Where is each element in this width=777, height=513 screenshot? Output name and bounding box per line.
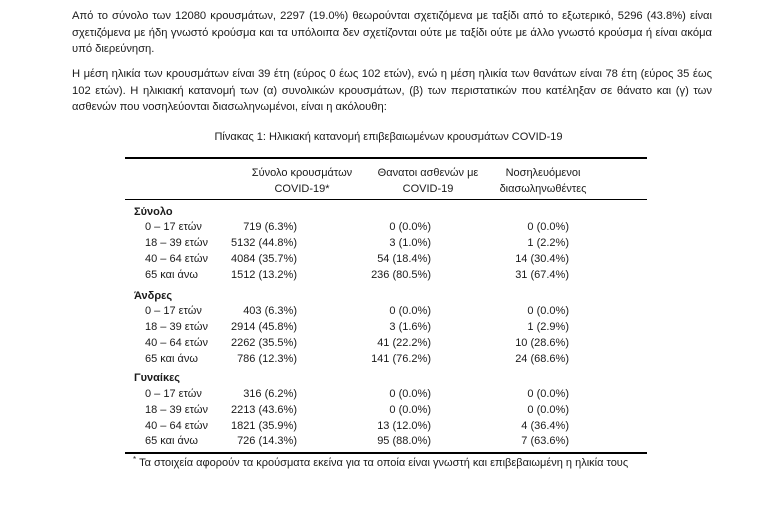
icu-cell: 4 (36.4%) bbox=[521, 420, 569, 432]
deaths-cell: 236 (80.5%) bbox=[371, 269, 431, 281]
deaths-cell: 0 (0.0%) bbox=[389, 388, 431, 400]
age-label: 65 και άνω bbox=[145, 353, 198, 365]
deaths-cell: 41 (22.2%) bbox=[377, 337, 431, 349]
cases-cell: 2213 (43.6%) bbox=[230, 404, 297, 416]
header-icu-line1: Νοσηλευόμενοι bbox=[505, 167, 581, 179]
header-cases-line2: COVID-19* bbox=[274, 183, 330, 195]
table-row bbox=[125, 269, 647, 285]
icu-cell: 10 (28.6%) bbox=[515, 337, 569, 349]
icu-cell: 24 (68.6%) bbox=[515, 353, 569, 365]
table-row bbox=[125, 221, 647, 237]
icu-cell: 14 (30.4%) bbox=[515, 253, 569, 265]
footnote-text: Τα στοιχεία αφορούν τα κρούσματα εκείνα για τα οποία είναι γνωστή και επιβεβαιωμένη η ηλικία τους bbox=[139, 457, 629, 469]
table-caption: Πίνακας 1: Ηλικιακή κατανομή επιβεβαιωμένων κρουσμάτων COVID-19 bbox=[214, 131, 563, 143]
group-heading-total: Σύνολο bbox=[134, 206, 173, 218]
age-label: 0 – 17 ετών bbox=[145, 388, 202, 400]
deaths-cell: 3 (1.6%) bbox=[389, 321, 431, 333]
icu-cell: 7 (63.6%) bbox=[521, 435, 569, 447]
table-row bbox=[125, 420, 647, 436]
paragraph-age: Η μέση ηλικία των κρουσμάτων είναι 39 έτη (εύρος 0 έως 102 ετών), ενώ η μέση ηλικία των θανάτων είναι 78 έτη (εύρος 35 έως 102 ετών). Η ηλικιακή κατανομή των (α) συνολικών κρουσμάτων, (β) των περιστατικών που κατέληξαν σε θάνατο και (γ) των ασθενών που νοσηλεύονται διασωληνωμένοι, είναι η ακόλουθη: bbox=[72, 68, 712, 113]
group-heading-women: Γυναίκες bbox=[134, 372, 181, 384]
cases-cell: 316 (6.2%) bbox=[243, 388, 297, 400]
cases-cell: 726 (14.3%) bbox=[237, 435, 297, 447]
cases-cell: 2262 (35.5%) bbox=[230, 337, 297, 349]
table-row bbox=[125, 435, 647, 451]
table-row bbox=[125, 321, 647, 337]
age-label: 18 – 39 ετών bbox=[145, 237, 208, 249]
icu-cell: 0 (0.0%) bbox=[527, 388, 569, 400]
age-label: 65 και άνω bbox=[145, 269, 198, 281]
deaths-cell: 95 (88.0%) bbox=[377, 435, 431, 447]
table-row bbox=[125, 388, 647, 404]
age-label: 40 – 64 ετών bbox=[145, 337, 208, 349]
icu-cell: 31 (67.4%) bbox=[515, 269, 569, 281]
table-row bbox=[125, 305, 647, 321]
deaths-cell: 54 (18.4%) bbox=[377, 253, 431, 265]
age-label: 65 και άνω bbox=[145, 435, 198, 447]
age-label: 40 – 64 ετών bbox=[145, 253, 208, 265]
deaths-cell: 0 (0.0%) bbox=[389, 305, 431, 317]
cases-cell: 2914 (45.8%) bbox=[230, 321, 297, 333]
age-label: 0 – 17 ετών bbox=[145, 305, 202, 317]
cases-cell: 1512 (13.2%) bbox=[230, 269, 297, 281]
deaths-cell: 13 (12.0%) bbox=[377, 420, 431, 432]
header-icu-line2: διασωληνωθέντες bbox=[499, 183, 587, 195]
table-row bbox=[125, 253, 647, 269]
table-row bbox=[125, 404, 647, 420]
deaths-cell: 0 (0.0%) bbox=[389, 404, 431, 416]
deaths-cell: 0 (0.0%) bbox=[389, 221, 431, 233]
icu-cell: 0 (0.0%) bbox=[527, 221, 569, 233]
header-deaths bbox=[368, 165, 488, 197]
cases-cell: 719 (6.3%) bbox=[243, 221, 297, 233]
cases-cell: 5132 (44.8%) bbox=[230, 237, 297, 249]
header-deaths-line1: Θανατοι ασθενών με bbox=[377, 167, 479, 179]
group-heading-men: Άνδρες bbox=[134, 290, 173, 302]
header-deaths-line2: COVID-19 bbox=[402, 183, 454, 195]
icu-cell: 0 (0.0%) bbox=[527, 305, 569, 317]
cases-cell: 786 (12.3%) bbox=[237, 353, 297, 365]
icu-cell: 1 (2.9%) bbox=[527, 321, 569, 333]
cases-cell: 4084 (35.7%) bbox=[230, 253, 297, 265]
table-footnote bbox=[133, 455, 628, 469]
age-label: 18 – 39 ετών bbox=[145, 321, 208, 333]
header-cases-line1: Σύνολο κρουσμάτων bbox=[251, 167, 353, 179]
icu-cell: 0 (0.0%) bbox=[527, 404, 569, 416]
header-icu bbox=[483, 165, 603, 197]
table-header-rule bbox=[125, 199, 647, 200]
age-label: 18 – 39 ετών bbox=[145, 404, 208, 416]
cases-cell: 403 (6.3%) bbox=[243, 305, 297, 317]
age-label: 0 – 17 ετών bbox=[145, 221, 202, 233]
deaths-cell: 3 (1.0%) bbox=[389, 237, 431, 249]
table-row bbox=[125, 337, 647, 353]
footnote-marker: * bbox=[133, 455, 137, 464]
age-label: 40 – 64 ετών bbox=[145, 420, 208, 432]
paragraph-origin: Από το σύνολο των 12080 κρουσμάτων, 2297 (19.0%) θεωρούνται σχετιζόμενα με ταξίδι από το εξωτερικό, 5296 (43.8%) είναι σχετιζόμενα με ήδη γνωστό κρούσμα και τα υπόλοιπα δεν σχετίζονται ούτε με ταξίδι ούτε με άλλο γνωστό κρούσμα ή είναι ακόμα υπό διερεύνηση. bbox=[72, 10, 712, 55]
cases-cell: 1821 (35.9%) bbox=[230, 420, 297, 432]
table-bottom-rule bbox=[125, 452, 647, 454]
deaths-cell: 141 (76.2%) bbox=[371, 353, 431, 365]
table-row bbox=[125, 353, 647, 369]
table-row bbox=[125, 237, 647, 253]
header-cases bbox=[242, 165, 362, 197]
icu-cell: 1 (2.2%) bbox=[527, 237, 569, 249]
table-top-rule bbox=[125, 157, 647, 159]
